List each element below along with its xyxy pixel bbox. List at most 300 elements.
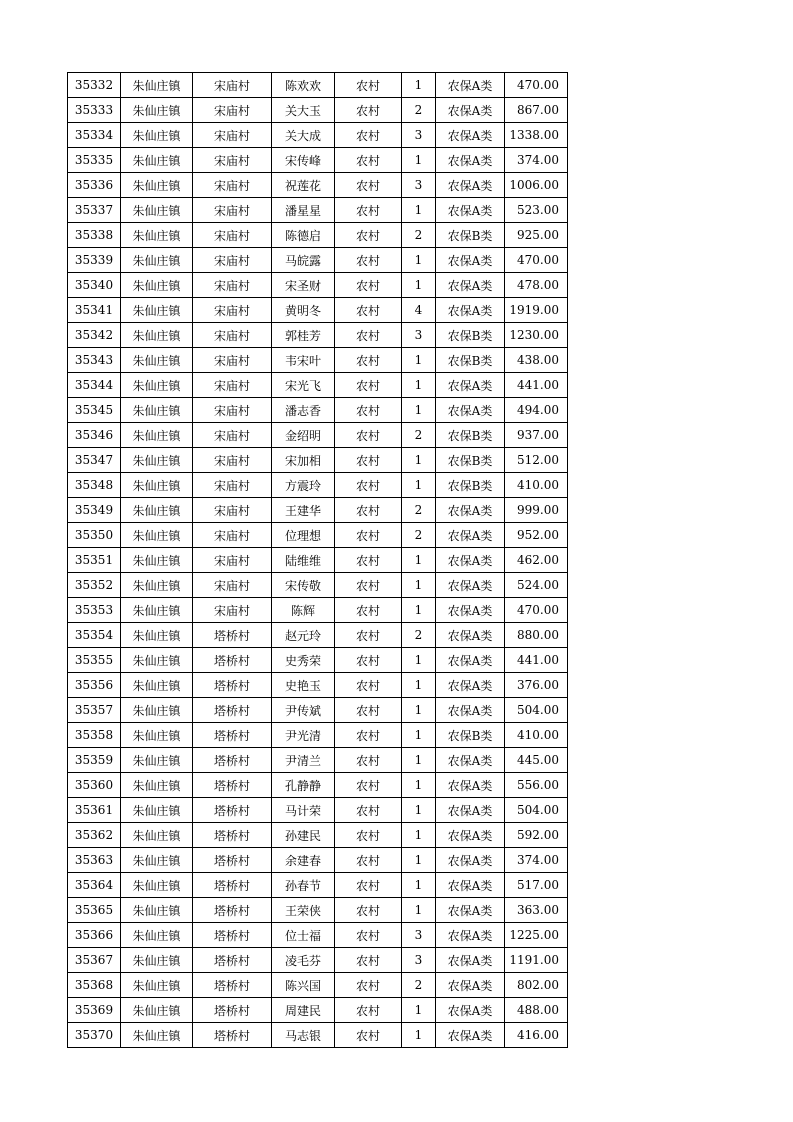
person-name-cell: 陆维维: [272, 548, 335, 573]
record-id-cell: 35356: [68, 673, 121, 698]
amount-cell: 937.00: [505, 423, 568, 448]
area-type-cell: 农村: [335, 673, 402, 698]
person-name-cell: 潘志香: [272, 398, 335, 423]
village-cell: 宋庙村: [193, 123, 272, 148]
amount-cell: 363.00: [505, 898, 568, 923]
insurance-category-cell: 农保A类: [436, 698, 505, 723]
person-name-cell: 宋传峰: [272, 148, 335, 173]
village-cell: 宋庙村: [193, 373, 272, 398]
area-type-cell: 农村: [335, 548, 402, 573]
record-id-cell: 35367: [68, 948, 121, 973]
table-row: [68, 373, 568, 398]
person-name-cell: 陈德启: [272, 223, 335, 248]
town-cell: 朱仙庄镇: [121, 998, 193, 1023]
village-cell: 宋庙村: [193, 348, 272, 373]
household-count-cell: 1: [402, 823, 436, 848]
person-name-cell: 凌毛芬: [272, 948, 335, 973]
village-cell: 塔桥村: [193, 948, 272, 973]
household-count-cell: 1: [402, 673, 436, 698]
area-type-cell: 农村: [335, 423, 402, 448]
amount-cell: 524.00: [505, 573, 568, 598]
area-type-cell: 农村: [335, 798, 402, 823]
area-type-cell: 农村: [335, 348, 402, 373]
household-count-cell: 1: [402, 648, 436, 673]
record-id-cell: 35362: [68, 823, 121, 848]
household-count-cell: 2: [402, 973, 436, 998]
record-id-cell: 35344: [68, 373, 121, 398]
household-count-cell: 1: [402, 848, 436, 873]
records-table-body: [68, 73, 568, 1048]
village-cell: 塔桥村: [193, 798, 272, 823]
insurance-category-cell: 农保A类: [436, 973, 505, 998]
area-type-cell: 农村: [335, 973, 402, 998]
village-cell: 塔桥村: [193, 673, 272, 698]
town-cell: 朱仙庄镇: [121, 373, 193, 398]
household-count-cell: 1: [402, 748, 436, 773]
record-id-cell: 35361: [68, 798, 121, 823]
person-name-cell: 郭桂芳: [272, 323, 335, 348]
town-cell: 朱仙庄镇: [121, 123, 193, 148]
amount-cell: 556.00: [505, 773, 568, 798]
insurance-category-cell: 农保A类: [436, 173, 505, 198]
town-cell: 朱仙庄镇: [121, 1023, 193, 1048]
village-cell: 塔桥村: [193, 873, 272, 898]
amount-cell: 488.00: [505, 998, 568, 1023]
area-type-cell: 农村: [335, 723, 402, 748]
amount-cell: 445.00: [505, 748, 568, 773]
record-id-cell: 35368: [68, 973, 121, 998]
record-id-cell: 35345: [68, 398, 121, 423]
area-type-cell: 农村: [335, 523, 402, 548]
area-type-cell: 农村: [335, 698, 402, 723]
area-type-cell: 农村: [335, 998, 402, 1023]
amount-cell: 523.00: [505, 198, 568, 223]
table-row: [68, 348, 568, 373]
insurance-category-cell: 农保A类: [436, 98, 505, 123]
town-cell: 朱仙庄镇: [121, 948, 193, 973]
table-row: [68, 798, 568, 823]
town-cell: 朱仙庄镇: [121, 223, 193, 248]
village-cell: 宋庙村: [193, 223, 272, 248]
person-name-cell: 宋传敬: [272, 573, 335, 598]
household-count-cell: 1: [402, 448, 436, 473]
table-row: [68, 598, 568, 623]
town-cell: 朱仙庄镇: [121, 298, 193, 323]
town-cell: 朱仙庄镇: [121, 923, 193, 948]
area-type-cell: 农村: [335, 623, 402, 648]
person-name-cell: 祝莲花: [272, 173, 335, 198]
village-cell: 塔桥村: [193, 898, 272, 923]
town-cell: 朱仙庄镇: [121, 323, 193, 348]
town-cell: 朱仙庄镇: [121, 398, 193, 423]
record-id-cell: 35337: [68, 198, 121, 223]
area-type-cell: 农村: [335, 873, 402, 898]
table-row: [68, 423, 568, 448]
area-type-cell: 农村: [335, 598, 402, 623]
insurance-category-cell: 农保A类: [436, 298, 505, 323]
table-row: [68, 73, 568, 98]
town-cell: 朱仙庄镇: [121, 673, 193, 698]
household-count-cell: 2: [402, 523, 436, 548]
area-type-cell: 农村: [335, 223, 402, 248]
record-id-cell: 35340: [68, 273, 121, 298]
household-count-cell: 4: [402, 298, 436, 323]
insurance-category-cell: 农保A类: [436, 598, 505, 623]
insurance-category-cell: 农保A类: [436, 373, 505, 398]
town-cell: 朱仙庄镇: [121, 573, 193, 598]
area-type-cell: 农村: [335, 298, 402, 323]
table-row: [68, 873, 568, 898]
record-id-cell: 35365: [68, 898, 121, 923]
amount-cell: 999.00: [505, 498, 568, 523]
amount-cell: 410.00: [505, 723, 568, 748]
village-cell: 宋庙村: [193, 398, 272, 423]
record-id-cell: 35360: [68, 773, 121, 798]
record-id-cell: 35363: [68, 848, 121, 873]
village-cell: 塔桥村: [193, 973, 272, 998]
table-row: [68, 673, 568, 698]
insurance-category-cell: 农保B类: [436, 323, 505, 348]
record-id-cell: 35349: [68, 498, 121, 523]
insurance-category-cell: 农保A类: [436, 498, 505, 523]
amount-cell: 802.00: [505, 973, 568, 998]
household-count-cell: 2: [402, 223, 436, 248]
area-type-cell: 农村: [335, 248, 402, 273]
area-type-cell: 农村: [335, 448, 402, 473]
household-count-cell: 3: [402, 173, 436, 198]
village-cell: 塔桥村: [193, 748, 272, 773]
amount-cell: 470.00: [505, 73, 568, 98]
amount-cell: 517.00: [505, 873, 568, 898]
insurance-category-cell: 农保A类: [436, 523, 505, 548]
amount-cell: 376.00: [505, 673, 568, 698]
area-type-cell: 农村: [335, 823, 402, 848]
area-type-cell: 农村: [335, 273, 402, 298]
table-row: [68, 623, 568, 648]
table-row: [68, 848, 568, 873]
town-cell: 朱仙庄镇: [121, 98, 193, 123]
area-type-cell: 农村: [335, 198, 402, 223]
area-type-cell: 农村: [335, 73, 402, 98]
table-row: [68, 498, 568, 523]
person-name-cell: 马志银: [272, 1023, 335, 1048]
household-count-cell: 3: [402, 123, 436, 148]
amount-cell: 1225.00: [505, 923, 568, 948]
insurance-category-cell: 农保A类: [436, 873, 505, 898]
insurance-category-cell: 农保A类: [436, 573, 505, 598]
record-id-cell: 35334: [68, 123, 121, 148]
town-cell: 朱仙庄镇: [121, 148, 193, 173]
table-row: [68, 98, 568, 123]
record-id-cell: 35370: [68, 1023, 121, 1048]
record-id-cell: 35359: [68, 748, 121, 773]
insurance-category-cell: 农保A类: [436, 773, 505, 798]
table-row: [68, 523, 568, 548]
record-id-cell: 35347: [68, 448, 121, 473]
table-row: [68, 223, 568, 248]
table-row: [68, 823, 568, 848]
record-id-cell: 35333: [68, 98, 121, 123]
person-name-cell: 周建民: [272, 998, 335, 1023]
insurance-category-cell: 农保A类: [436, 998, 505, 1023]
amount-cell: 478.00: [505, 273, 568, 298]
record-id-cell: 35351: [68, 548, 121, 573]
town-cell: 朱仙庄镇: [121, 173, 193, 198]
amount-cell: 441.00: [505, 648, 568, 673]
area-type-cell: 农村: [335, 173, 402, 198]
town-cell: 朱仙庄镇: [121, 348, 193, 373]
table-row: [68, 548, 568, 573]
town-cell: 朱仙庄镇: [121, 473, 193, 498]
person-name-cell: 宋光飞: [272, 373, 335, 398]
area-type-cell: 农村: [335, 948, 402, 973]
person-name-cell: 潘星星: [272, 198, 335, 223]
record-id-cell: 35338: [68, 223, 121, 248]
amount-cell: 441.00: [505, 373, 568, 398]
insurance-category-cell: 农保A类: [436, 673, 505, 698]
table-row: [68, 923, 568, 948]
record-id-cell: 35364: [68, 873, 121, 898]
household-count-cell: 1: [402, 1023, 436, 1048]
insurance-category-cell: 农保A类: [436, 848, 505, 873]
amount-cell: 504.00: [505, 798, 568, 823]
town-cell: 朱仙庄镇: [121, 698, 193, 723]
person-name-cell: 王荣侠: [272, 898, 335, 923]
person-name-cell: 史秀荣: [272, 648, 335, 673]
table-row: [68, 998, 568, 1023]
town-cell: 朱仙庄镇: [121, 73, 193, 98]
household-count-cell: 1: [402, 73, 436, 98]
amount-cell: 374.00: [505, 148, 568, 173]
records-table: [67, 72, 568, 1048]
table-row: [68, 1023, 568, 1048]
town-cell: 朱仙庄镇: [121, 898, 193, 923]
person-name-cell: 位士福: [272, 923, 335, 948]
town-cell: 朱仙庄镇: [121, 548, 193, 573]
area-type-cell: 农村: [335, 498, 402, 523]
household-count-cell: 1: [402, 198, 436, 223]
village-cell: 塔桥村: [193, 1023, 272, 1048]
person-name-cell: 宋加相: [272, 448, 335, 473]
table-row: [68, 198, 568, 223]
insurance-category-cell: 农保A类: [436, 623, 505, 648]
insurance-category-cell: 农保A类: [436, 548, 505, 573]
household-count-cell: 1: [402, 473, 436, 498]
person-name-cell: 孙春节: [272, 873, 335, 898]
record-id-cell: 35348: [68, 473, 121, 498]
amount-cell: 470.00: [505, 248, 568, 273]
record-id-cell: 35366: [68, 923, 121, 948]
amount-cell: 494.00: [505, 398, 568, 423]
village-cell: 宋庙村: [193, 423, 272, 448]
amount-cell: 1006.00: [505, 173, 568, 198]
area-type-cell: 农村: [335, 1023, 402, 1048]
record-id-cell: 35354: [68, 623, 121, 648]
area-type-cell: 农村: [335, 773, 402, 798]
household-count-cell: 1: [402, 723, 436, 748]
area-type-cell: 农村: [335, 148, 402, 173]
person-name-cell: 关大成: [272, 123, 335, 148]
amount-cell: 952.00: [505, 523, 568, 548]
person-name-cell: 孙建民: [272, 823, 335, 848]
amount-cell: 410.00: [505, 473, 568, 498]
village-cell: 塔桥村: [193, 823, 272, 848]
person-name-cell: 位理想: [272, 523, 335, 548]
household-count-cell: 1: [402, 373, 436, 398]
table-row: [68, 773, 568, 798]
town-cell: 朱仙庄镇: [121, 198, 193, 223]
town-cell: 朱仙庄镇: [121, 773, 193, 798]
household-count-cell: 3: [402, 323, 436, 348]
amount-cell: 1338.00: [505, 123, 568, 148]
household-count-cell: 1: [402, 698, 436, 723]
town-cell: 朱仙庄镇: [121, 648, 193, 673]
household-count-cell: 1: [402, 548, 436, 573]
person-name-cell: 尹光清: [272, 723, 335, 748]
town-cell: 朱仙庄镇: [121, 873, 193, 898]
town-cell: 朱仙庄镇: [121, 523, 193, 548]
record-id-cell: 35369: [68, 998, 121, 1023]
town-cell: 朱仙庄镇: [121, 748, 193, 773]
village-cell: 宋庙村: [193, 298, 272, 323]
household-count-cell: 2: [402, 423, 436, 448]
record-id-cell: 35342: [68, 323, 121, 348]
person-name-cell: 陈欢欢: [272, 73, 335, 98]
village-cell: 塔桥村: [193, 623, 272, 648]
household-count-cell: 2: [402, 623, 436, 648]
insurance-category-cell: 农保A类: [436, 398, 505, 423]
insurance-category-cell: 农保A类: [436, 148, 505, 173]
table-row: [68, 898, 568, 923]
amount-cell: 416.00: [505, 1023, 568, 1048]
person-name-cell: 方震玲: [272, 473, 335, 498]
town-cell: 朱仙庄镇: [121, 598, 193, 623]
record-id-cell: 35355: [68, 648, 121, 673]
village-cell: 宋庙村: [193, 523, 272, 548]
table-row: [68, 948, 568, 973]
insurance-category-cell: 农保A类: [436, 748, 505, 773]
town-cell: 朱仙庄镇: [121, 798, 193, 823]
person-name-cell: 黄明冬: [272, 298, 335, 323]
village-cell: 塔桥村: [193, 773, 272, 798]
village-cell: 宋庙村: [193, 248, 272, 273]
area-type-cell: 农村: [335, 923, 402, 948]
person-name-cell: 关大玉: [272, 98, 335, 123]
village-cell: 塔桥村: [193, 698, 272, 723]
town-cell: 朱仙庄镇: [121, 848, 193, 873]
town-cell: 朱仙庄镇: [121, 273, 193, 298]
record-id-cell: 35352: [68, 573, 121, 598]
household-count-cell: 1: [402, 573, 436, 598]
town-cell: 朱仙庄镇: [121, 448, 193, 473]
amount-cell: 374.00: [505, 848, 568, 873]
table-row: [68, 748, 568, 773]
town-cell: 朱仙庄镇: [121, 498, 193, 523]
insurance-category-cell: 农保A类: [436, 823, 505, 848]
town-cell: 朱仙庄镇: [121, 423, 193, 448]
village-cell: 宋庙村: [193, 198, 272, 223]
person-name-cell: 陈辉: [272, 598, 335, 623]
household-count-cell: 1: [402, 873, 436, 898]
area-type-cell: 农村: [335, 648, 402, 673]
village-cell: 宋庙村: [193, 73, 272, 98]
table-row: [68, 273, 568, 298]
area-type-cell: 农村: [335, 373, 402, 398]
household-count-cell: 1: [402, 248, 436, 273]
insurance-category-cell: 农保A类: [436, 648, 505, 673]
insurance-category-cell: 农保A类: [436, 798, 505, 823]
town-cell: 朱仙庄镇: [121, 623, 193, 648]
household-count-cell: 1: [402, 348, 436, 373]
person-name-cell: 金绍明: [272, 423, 335, 448]
table-row: [68, 573, 568, 598]
amount-cell: 462.00: [505, 548, 568, 573]
amount-cell: 470.00: [505, 598, 568, 623]
household-count-cell: 1: [402, 998, 436, 1023]
household-count-cell: 1: [402, 398, 436, 423]
amount-cell: 438.00: [505, 348, 568, 373]
town-cell: 朱仙庄镇: [121, 248, 193, 273]
person-name-cell: 孔静静: [272, 773, 335, 798]
household-count-cell: 1: [402, 898, 436, 923]
household-count-cell: 1: [402, 798, 436, 823]
person-name-cell: 王建华: [272, 498, 335, 523]
insurance-category-cell: 农保B类: [436, 223, 505, 248]
table-row: [68, 473, 568, 498]
area-type-cell: 农村: [335, 123, 402, 148]
record-id-cell: 35343: [68, 348, 121, 373]
table-row: [68, 723, 568, 748]
record-id-cell: 35339: [68, 248, 121, 273]
household-count-cell: 2: [402, 98, 436, 123]
household-count-cell: 2: [402, 498, 436, 523]
village-cell: 宋庙村: [193, 573, 272, 598]
village-cell: 塔桥村: [193, 923, 272, 948]
village-cell: 宋庙村: [193, 273, 272, 298]
village-cell: 塔桥村: [193, 848, 272, 873]
amount-cell: 880.00: [505, 623, 568, 648]
record-id-cell: 35358: [68, 723, 121, 748]
village-cell: 塔桥村: [193, 723, 272, 748]
area-type-cell: 农村: [335, 848, 402, 873]
area-type-cell: 农村: [335, 748, 402, 773]
person-name-cell: 马计荣: [272, 798, 335, 823]
town-cell: 朱仙庄镇: [121, 973, 193, 998]
village-cell: 宋庙村: [193, 173, 272, 198]
insurance-category-cell: 农保A类: [436, 1023, 505, 1048]
household-count-cell: 1: [402, 148, 436, 173]
insurance-category-cell: 农保A类: [436, 923, 505, 948]
record-id-cell: 35357: [68, 698, 121, 723]
village-cell: 塔桥村: [193, 998, 272, 1023]
table-row: [68, 698, 568, 723]
household-count-cell: 1: [402, 773, 436, 798]
village-cell: 塔桥村: [193, 648, 272, 673]
town-cell: 朱仙庄镇: [121, 823, 193, 848]
area-type-cell: 农村: [335, 398, 402, 423]
village-cell: 宋庙村: [193, 448, 272, 473]
insurance-category-cell: 农保A类: [436, 198, 505, 223]
insurance-category-cell: 农保B类: [436, 348, 505, 373]
area-type-cell: 农村: [335, 98, 402, 123]
record-id-cell: 35341: [68, 298, 121, 323]
amount-cell: 1919.00: [505, 298, 568, 323]
person-name-cell: 余建春: [272, 848, 335, 873]
insurance-category-cell: 农保B类: [436, 423, 505, 448]
insurance-category-cell: 农保A类: [436, 948, 505, 973]
record-id-cell: 35353: [68, 598, 121, 623]
table-row: [68, 973, 568, 998]
